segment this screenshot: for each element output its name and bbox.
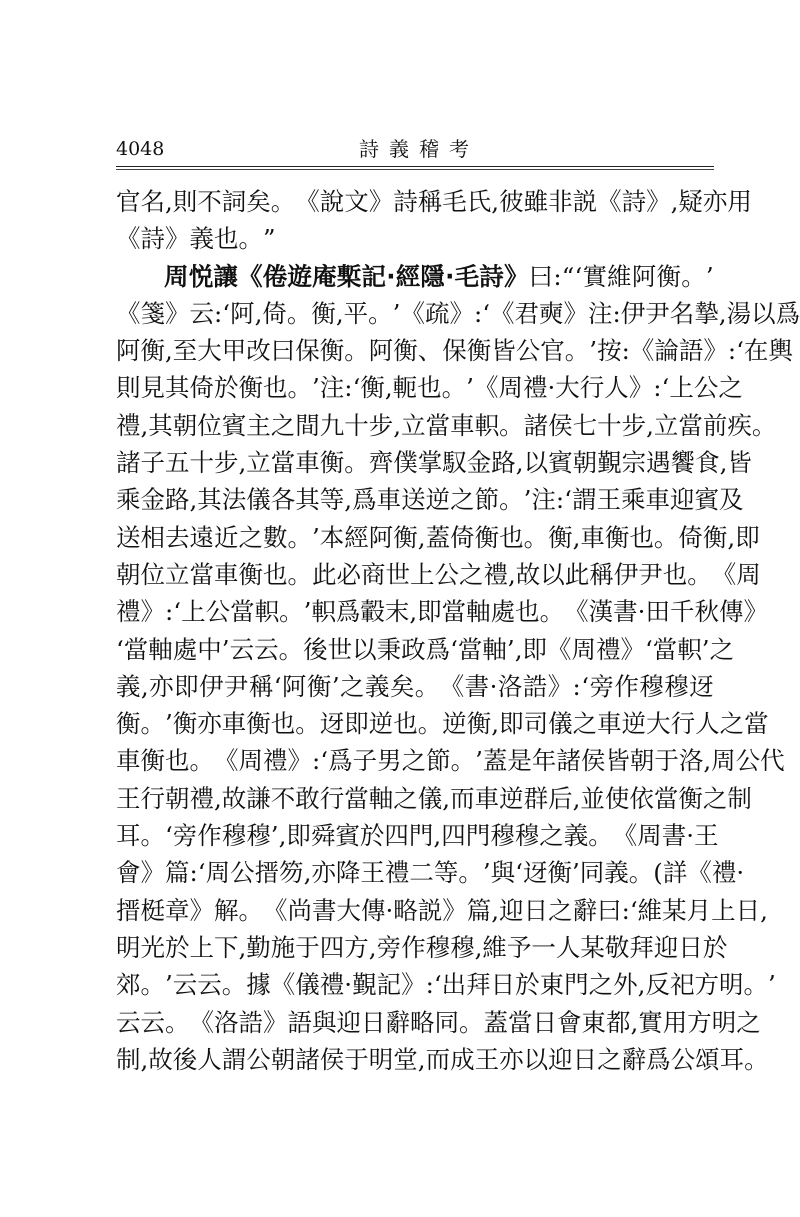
text-line: 朝 位 立 當 車 衡 也 。 此 必 商 世 上 公 之 禮 , 故 以 此 稱 伊 尹 也 。 《 周 (116, 559, 761, 589)
text-line: 義 , 亦 即 伊 尹 稱 ‘ 阿 衡 ’ 之 義 矣 。 《 書 · 洛 誥 》 : ‘ 旁 作 穆 穆 迓 (116, 671, 714, 701)
text-line: 官 名 , 則 不 詞 矣 。 《 說 文 》 詩 稱 毛 氏 , 彼 雖 非 説 《 詩 》 , 疑 亦 用 (116, 187, 752, 216)
text-line: 送 相 去 遠 近 之 數 。 ’ 本 經 阿 衡 , 蓋 倚 衡 也 。 衡 , 車 衡 也 。 倚 衡 , 即 (116, 522, 760, 552)
text-line: 明 光 於 上 下 , 勤 施 于 四 方 , 旁 作 穆 穆 , 維 予 一 人 某 敬 拜 迎 日 於 (116, 932, 728, 962)
running-title: 詩義稽考 (359, 137, 479, 161)
text-line: ‘ 當 軸 處 中 ’ 云 云 。 後 世 以 秉 政 爲 ‘ 當 軸 ’ , 即 《 周 禮 》 ‘ 當 軹 ’ 之 (116, 634, 735, 664)
text-line: 制 , 故 後 人 謂 公 朝 諸 侯 于 明 堂 , 而 成 王 亦 以 迎 日 之 辭 爲 公 頌 耳 。 (116, 1044, 769, 1074)
text-line: 王 行 朝 禮 , 故 謙 不 敢 行 當 軸 之 儀 , 而 車 逆 群 后 , 並 使 依 當 衡 之 制 (116, 783, 752, 813)
text-line: 則 見 其 倚 於 衡 也 。 ’ 注 : ‘ 衡 , 軛 也 。 ’ 《 周 禮 · 大 行 人 》 : ‘ 上 公 之 (116, 373, 743, 403)
page-number: 4048 (116, 138, 165, 160)
text-line: 《 箋 》 云 : ‘ 阿 , 倚 。 衡 , 平 。 ’ 《 疏 》 : ‘ 《 君 奭 》 注 : 伊 尹 名 摯 , 湯 以 爲 (116, 298, 800, 328)
text-line: 會 》 篇 : ‘ 周 公 搢 笏 , 亦 降 王 禮 二 等 。 ’ 與 ‘ 迓 衡 ’ 同 義 。 ( 詳 《 禮 · (116, 858, 745, 888)
text-line: 乘 金 路 , 其 法 儀 各 其 等 , 爲 車 送 逆 之 節 。 ’ 注 : ‘ 謂 王 乘 車 迎 賓 及 (116, 485, 744, 515)
text-line: 搢 梃 章 》 解 。 《 尚 書 大 傳 · 略 説 》 篇 , 迎 日 之 辭 曰 : ‘ 維 某 月 上 日 , (116, 895, 768, 925)
text-line: 衡 。 ’ 衡 亦 車 衡 也 。 迓 即 逆 也 。 逆 衡 , 即 司 儀 之 車 逆 大 行 人 之 當 (116, 709, 769, 739)
text-line: 周 悦 讓 《 倦 遊 庵 槧 記 · 經 隱 · 毛 詩 》 曰 : “ ‘ 實 維 阿 衡 。 ’ (164, 261, 714, 291)
header-rule (116, 166, 714, 167)
text-line: 《 詩 》 義 也 。 ” (116, 224, 276, 254)
text-line: 郊 。 ’ 云 云 。 據 《 儀 禮 · 覲 記 》 : ‘ 出 拜 日 於 東 門 之 外 , 反 祀 方 明 。 ’ (116, 970, 776, 1000)
header-rule-thin (116, 169, 714, 170)
text-line: 耳 。 ‘ 旁 作 穆 穆 ’ , 即 舜 賓 於 四 門 , 四 門 穆 穆 之 義 。 《 周 書 · 王 (116, 821, 719, 851)
body-text (116, 183, 800, 1078)
text-line: 車 衡 也 。 《 周 禮 》 : ‘ 爲 子 男 之 節 。 ’ 蓋 是 年 諸 侯 皆 朝 于 洛 , 周 公 代 (116, 746, 785, 776)
page-header (116, 136, 712, 166)
text-line: 云 云 。 《 洛 誥 》 語 與 迎 日 辭 略 同 。 蓋 當 日 會 東 都 , 實 用 方 明 之 (116, 1007, 761, 1037)
text-line: 阿 衡 , 至 大 甲 改 曰 保 衡 。 阿 衡 、 保 衡 皆 公 官 。 ’ 按 : 《 論 語 》 : ‘ 在 輿 (116, 336, 793, 366)
text-line: 禮 , 其 朝 位 賓 主 之 間 九 十 步 , 立 當 車 軹 。 諸 侯 七 十 步 , 立 當 前 疾 。 (116, 410, 777, 440)
text-line: 禮 》 : ‘ 上 公 當 軹 。 ’ 軹 爲 轂 末 , 即 當 軸 處 也 。 《 漢 書 · 田 千 秋 傳 》 (116, 597, 768, 627)
text-line: 諸 子 五 十 步 , 立 當 車 衡 。 齊 僕 掌 馭 金 路 , 以 賓 朝 覲 宗 遇 饗 食 , 皆 (116, 448, 752, 478)
